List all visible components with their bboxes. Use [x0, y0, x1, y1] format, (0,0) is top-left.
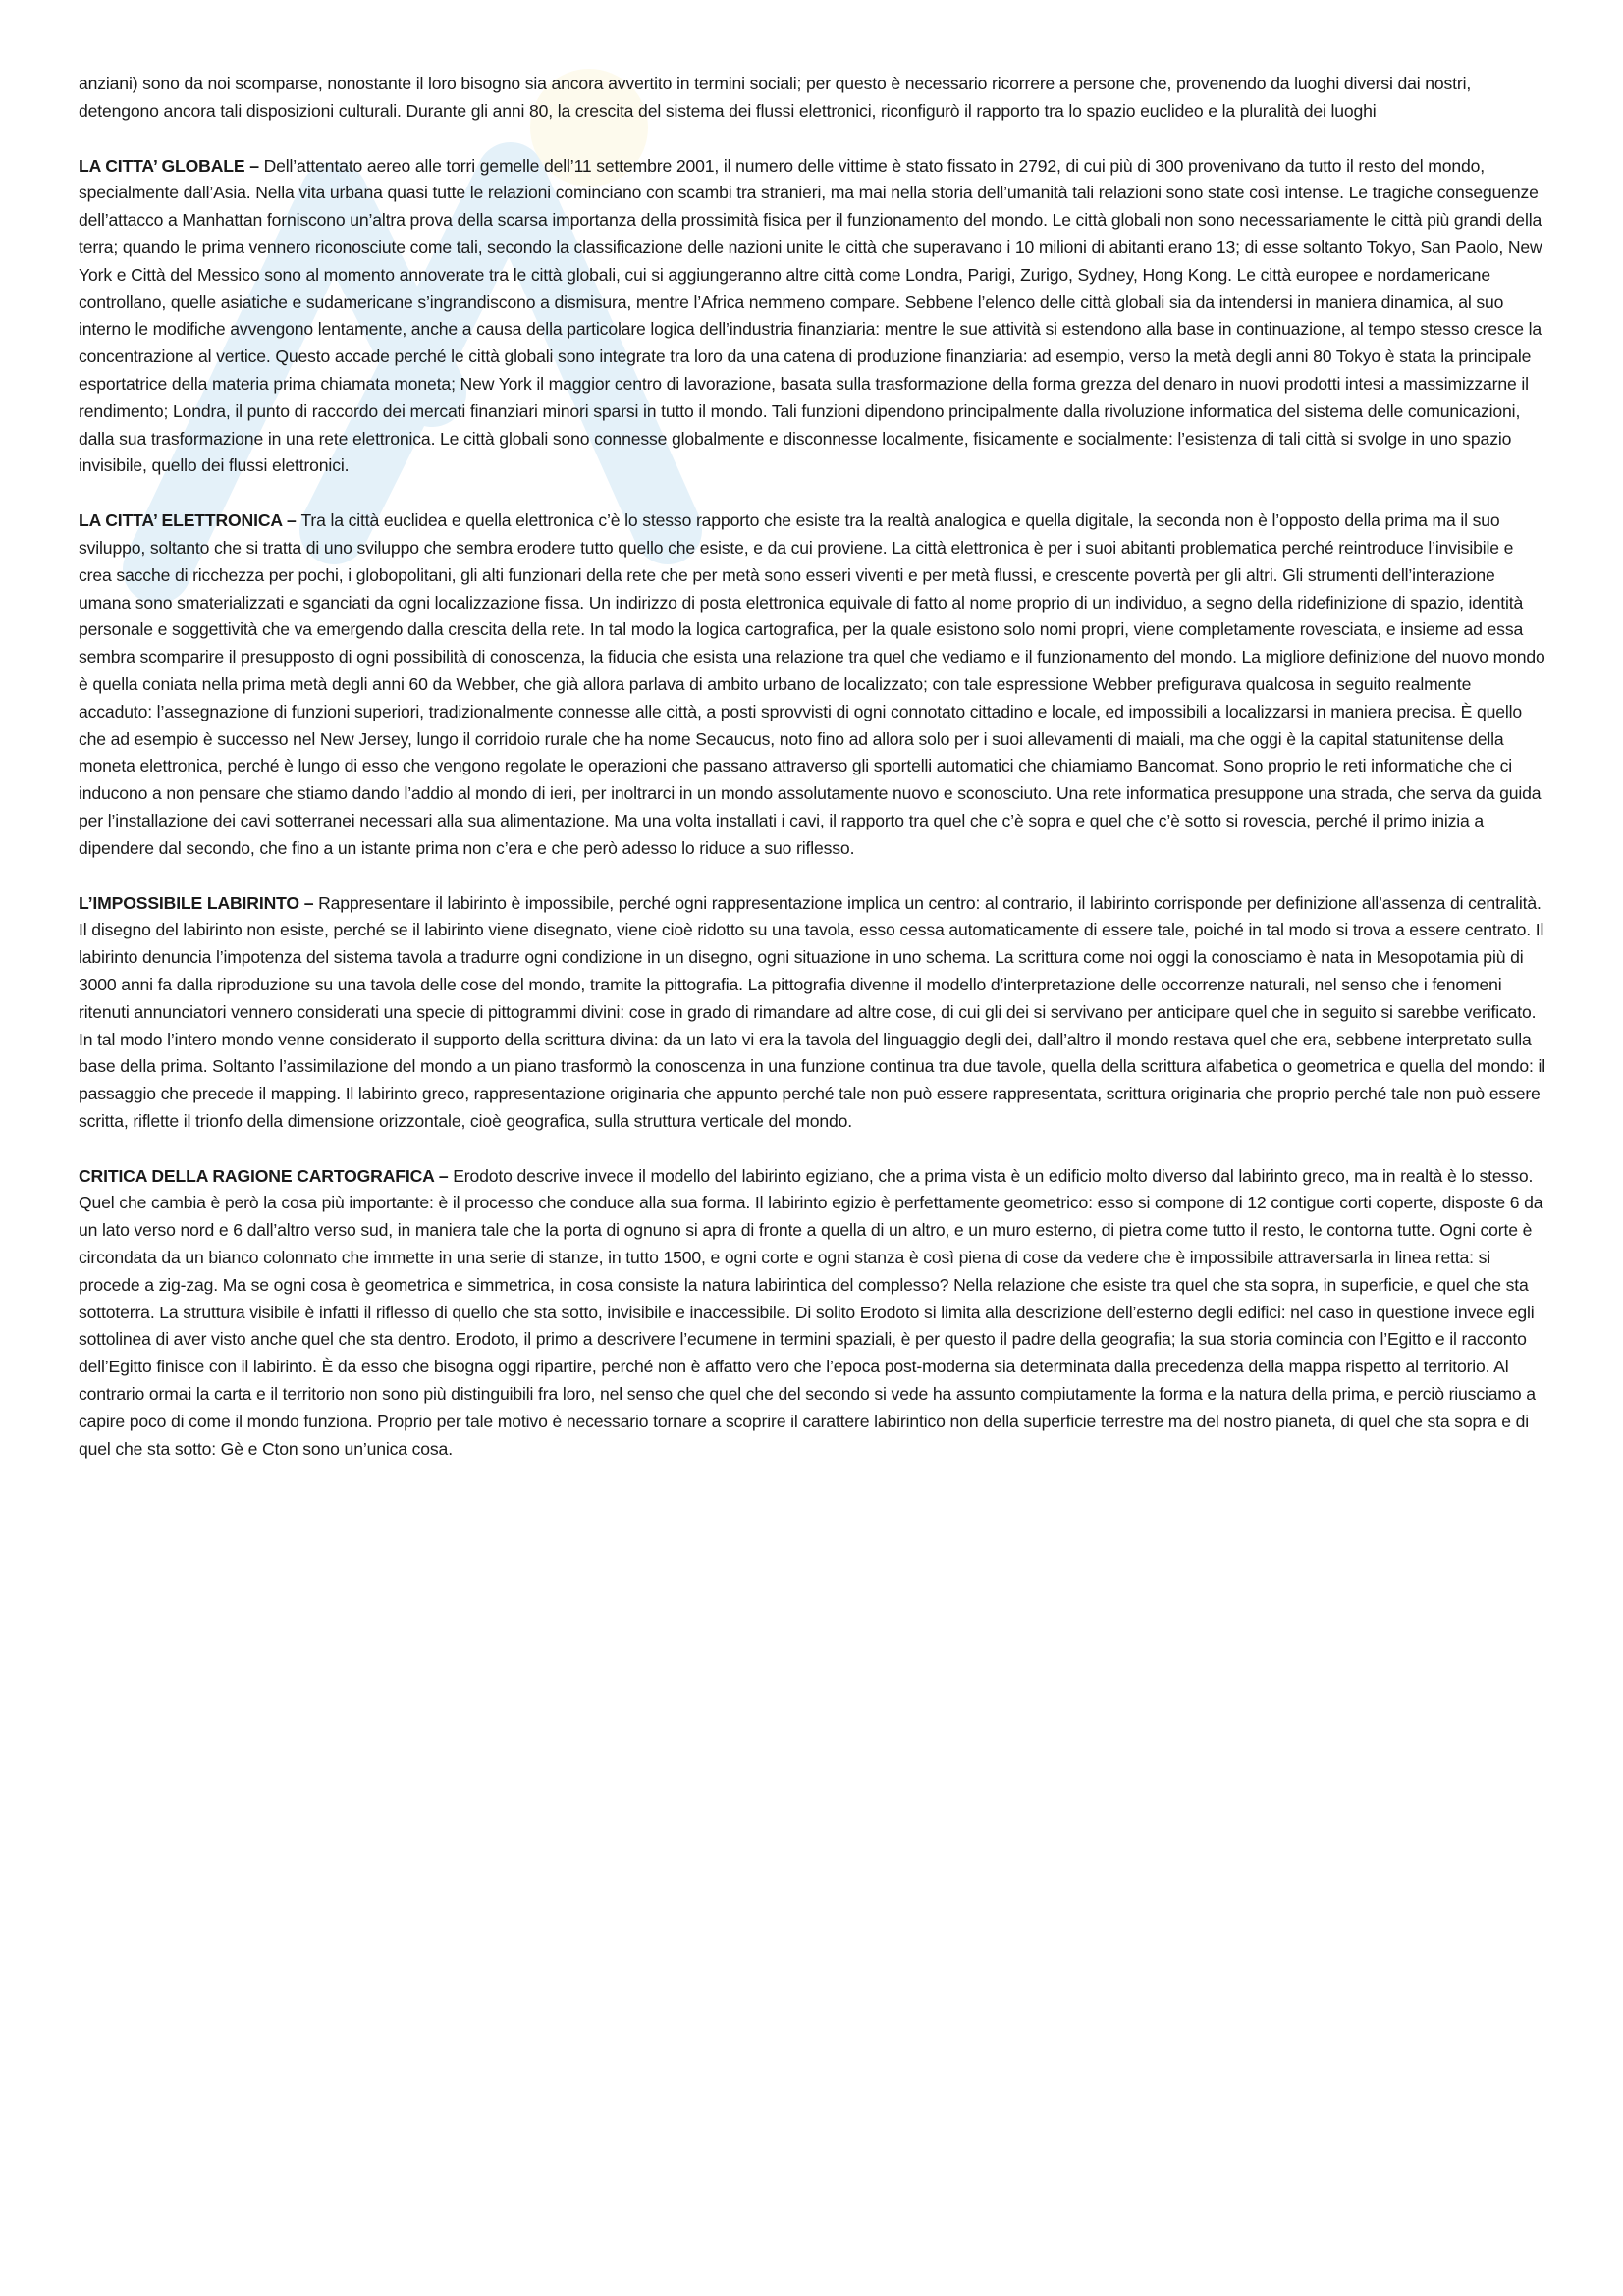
section-heading: LA CITTA’ ELETTRONICA –	[79, 510, 301, 531]
paragraph-text: anziani) sono da noi scomparse, nonostante il loro bisogno sia ancora avvertito in termini sociali; per questo è necessario ricorrere a persone che, provenendo da luoghi diversi dai nostri, detengono ancora tali disposizioni culturali. Durante gli anni 80, la crescita del sistema dei flussi elettronici, riconfigurò il rapporto tra lo spazio euclideo e la pluralità dei luoghi	[79, 74, 1472, 121]
paragraph-citta-elettronica	[79, 507, 1546, 862]
section-heading: CRITICA DELLA RAGIONE CARTOGRAFICA –	[79, 1165, 454, 1186]
paragraph-text: Dell’attentato aereo alle torri gemelle dell’11 settembre 2001, il numero delle vittime è stato fissato in 2792, di cui più di 300 provenivano da tutto il resto del mondo, specialmente dall’Asia. Nella vita urbana quasi tutte le relazioni cominciano con scambi tra stranieri, ma mai nella storia dell’umanità tali relazioni sono state così intense. Le tragiche conseguenze dell’attacco a Manhattan forniscono un’altra prova della scarsa importanza della prossimità fisica per il funzionamento del mondo. Le città globali non sono necessariamente le città più grandi della terra; quando le prima vennero riconosciute come tali, secondo la classificazione delle nazioni unite le città che superavano i 10 milioni di abitanti erano 13; di esse soltanto Tokyo, San Paolo, New York e Città del Messico sono al momento annoverate tra le città globali, cui si aggiungeranno altre città come Londra, Parigi, Zurigo, Sydney, Hong Kong. Le città europee e nordamericane controllano, quelle asiatiche e sudamericane s’ingrandiscono a dismisura, mentre l’Africa nemmeno compare. Sebbene l’elenco delle città globali sia da intendersi in maniera dinamica, al suo interno le modifiche avvengono lentamente, anche a causa della particolare logica dell’industria finanziaria: mentre le sue attività si estendono alla base in continuazione, al tempo stesso cresce la concentrazione al vertice. Questo accade perché le città globali sono integrate tra loro da una catena di produzione finanziaria: ad esempio, verso la metà degli anni 80 Tokyo è stata la principale esportatrice della materia prima chiamata moneta; New York il maggior centro di lavorazione, basata sulla trasformazione della forma grezza del denaro in nuovi prodotti intesi a massimizzarne il rendimento; Londra, il punto di raccordo dei mercati finanziari minori sparsi in tutto il mondo. Tali funzioni dipendono principalmente dalla rivoluzione informatica del sistema delle comunicazioni, dalla sua trasformazione in una rete elettronica. Le città globali sono connesse globalmente e disconnesse localmente, fisicamente e socialmente: l’esistenza di tali città si svolge in uno spazio invisibile, quello dei flussi elettronici.	[79, 155, 1542, 476]
paragraph-impossibile-labirinto	[79, 890, 1546, 1136]
section-heading: LA CITTA’ GLOBALE –	[79, 155, 264, 176]
paragraph-critica-ragione-cartografica	[79, 1163, 1546, 1464]
paragraph-text: Rappresentare il labirinto è impossibile, perché ogni rappresentazione implica un centro: al contrario, il labirinto corrisponde per definizione all’assenza di centralità. Il disegno del labirinto non esiste, perché se il labirinto viene disegnato, viene cioè ridotto su una tavola, esso cessa automaticamente di essere tale, poiché in tal modo si trova a essere centrato. Il labirinto denuncia l’impotenza del sistema tavola a tradurre ogni condizione in un disegno, ogni situazione in uno schema. La scrittura come noi oggi la conosciamo è nata in Mesopotamia più di 3000 anni fa dalla riproduzione su una tavola delle cose del mondo, tramite la pittografia. La pittografia divenne il modello d’interpretazione delle occorrenze naturali, nel senso che i fenomeni ritenuti annunciatori vennero considerati una specie di pittogrammi divini: cose in grado di rimandare ad altre cose, di cui gli dei si servivano per anticipare quel che in seguito si sarebbe verificato. In tal modo l’intero mondo venne considerato il supporto della scrittura divina: da un lato vi era la tavola del linguaggio degli dei, dall’altro il mondo restava quel che era, sebbene interpretato sulla base della prima. Soltanto l’assimilazione del mondo a un piano trasformò la conoscenza in una funzione continua tra due tavole, quella della scrittura alfabetica o geometrica e quella del mondo: il passaggio che precede il mapping. Il labirinto greco, rappresentazione originaria che appunto perché tale non può essere rappresentata, scrittura originaria che proprio perché tale non può essere scritta, riflette il trionfo della dimensione orizzontale, cioè geografica, sulla struttura verticale del mondo.	[79, 892, 1546, 1131]
paragraph-intro	[79, 71, 1546, 126]
paragraph-text: Erodoto descrive invece il modello del labirinto egiziano, che a prima vista è un edificio molto diverso dal labirinto greco, ma in realtà è lo stesso. Quel che cambia è però la cosa più importante: è il processo che conduce alla sua forma. Il labirinto egizio è perfettamente geometrico: esso si compone di 12 contigue corti coperte, disposte 6 da un lato verso nord e 6 dall’altro verso sud, in maniera tale che la porta di ognuno si apra di fronte a quella di un altro, e un muro esterno, di pietra come tutto il resto, le contorna tutte. Ogni corte è circondata da un bianco colonnato che immette in una serie di stanze, in tutto 1500, e ogni corte e ogni stanza è così piena di cose da vedere che è impossibile attraversarla in linea retta: si procede a zig-zag. Ma se ogni cosa è geometrica e simmetrica, in cosa consiste la natura labirintica del complesso? Nella relazione che esiste tra quel che sta sopra, in superficie, e quel che sta sottoterra. La struttura visibile è infatti il riflesso di quello che sta sotto, invisibile e inaccessibile. Di solito Erodoto si limita alla descrizione dell’esterno degli edifici: nel caso in questione invece egli sottolinea di aver visto anche quel che sta dentro. Erodoto, il primo a descrivere l’ecumene in termini spaziali, è per questo il padre della geografia; la sua storia comincia con l’Egitto e il racconto dell’Egitto finisce con il labirinto. È da esso che bisogna oggi ripartire, perché non è affatto vero che l’epoca post-moderna sia determinata dalla precedenza della mappa rispetto al territorio. Al contrario ormai la carta e il territorio non sono più distinguibili fra loro, nel senso che quel che del secondo si vede ha assunto compiutamente la forma e la natura della prima, e perciò riusciamo a capire poco di come il mondo funziona. Proprio per tale motivo è necessario tornare a scoprire il carattere labirintico non della superficie terrestre ma del nostro pianeta, di quel che sta sopra e di quel che sta sotto: Gè e Cton sono un’unica cosa.	[79, 1165, 1543, 1459]
section-heading: L’IMPOSSIBILE LABIRINTO –	[79, 892, 319, 913]
paragraph-text: Tra la città euclidea e quella elettronica c’è lo stesso rapporto che esiste tra la realtà analogica e quella digitale, la seconda non è l’opposto della prima ma il suo sviluppo, soltanto che si tratta di uno sviluppo che sembra erodere tutto quello che esiste, e da cui proviene. La città elettronica è per i suoi abitanti problematica perché reintroduce l’invisibile e crea sacche di ricchezza per pochi, i globopolitani, gli alti funzionari della rete che per metà sono esseri viventi e per metà flussi, e crescente povertà per gli altri. Gli strumenti dell’interazione umana sono smaterializzati e sganciati da ogni localizzazione fissa. Un indirizzo di posta elettronica equivale di fatto al nome proprio di un individuo, a segno della ridefinizione di spazio, identità personale e soggettività che va emergendo dalla crescita della rete. In tal modo la logica cartografica, per la quale esistono solo nomi propri, viene completamente rovesciata, e insieme ad essa sembra scomparire il presupposto di ogni possibilità di conoscenza, la fiducia che esista una relazione tra quel che vediamo e il funzionamento del mondo. La migliore definizione del nuovo mondo è quella coniata nella prima metà degli anni 60 da Webber, che già allora parlava di ambito urbano de localizzato; con tale espressione Webber prefigurava qualcosa in seguito realmente accaduto: l’assegnazione di funzioni superiori, tradizionalmente connesse alle città, a posti sprovvisti di ogni connotato cittadino e locale, ed impossibili a localizzarsi in maniera precisa. È quello che ad esempio è successo nel New Jersey, lungo il corridoio rurale che ha nome Secaucus, noto fino ad allora solo per i suoi allevamenti di maiali, ma che oggi è la capital statunitense della moneta elettronica, perché è lungo di esso che vengono regolate le operazioni che passano attraverso gli sportelli automatici che chiamiamo Bancomat. Sono proprio le reti informatiche che ci inducono a non pensare che stiamo dando l’addio al mondo di ieri, per inoltrarci in un mondo assolutamente nuovo e sconosciuto. Una rete informatica presuppone una strada, che serva da guida per l’installazione dei cavi sotterranei necessari alla sua alimentazione. Ma una volta installati i cavi, il rapporto tra quel che c’è sopra e quel che c’è sotto si rovescia, perché il primo inizia a dipendere dal secondo, che fino a un istante prima non c’era e che però adesso lo riduce a suo riflesso.	[79, 510, 1545, 858]
document-body	[79, 71, 1546, 1490]
paragraph-citta-globale	[79, 153, 1546, 481]
